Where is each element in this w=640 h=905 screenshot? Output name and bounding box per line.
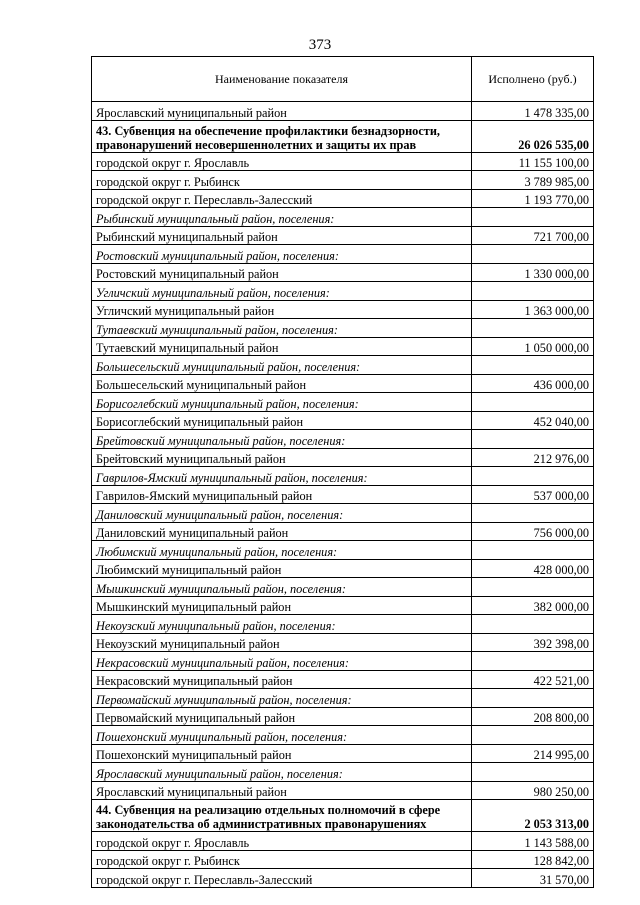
cell-value: 452 040,00: [472, 411, 594, 430]
table-row: [92, 102, 594, 121]
cell-value: [472, 282, 594, 301]
budget-table: [91, 56, 594, 888]
cell-value: [472, 393, 594, 412]
cell-value: 537 000,00: [472, 485, 594, 504]
table-row: [92, 559, 594, 578]
table-row-group-caption: [92, 652, 594, 671]
cell-name: Ярославский муниципальный район: [92, 781, 472, 800]
cell-name: Ярославский муниципальный район: [92, 102, 472, 121]
table-row: [92, 744, 594, 763]
table-row: [92, 448, 594, 467]
table-row: [92, 411, 594, 430]
cell-name: Большесельский муниципальный район, поселения:: [92, 356, 472, 375]
cell-value: 214 995,00: [472, 744, 594, 763]
cell-name: Ярославский муниципальный район, поселения:: [92, 763, 472, 782]
cell-name: Даниловский муниципальный район: [92, 522, 472, 541]
cell-value: [472, 504, 594, 523]
table-row-group-caption: [92, 430, 594, 449]
cell-value: [472, 652, 594, 671]
cell-value: 31 570,00: [472, 869, 594, 888]
cell-name: Первомайский муниципальный район: [92, 707, 472, 726]
cell-value: 128 842,00: [472, 850, 594, 869]
table-row: [92, 263, 594, 282]
table-body: [92, 57, 594, 888]
cell-name: Даниловский муниципальный район, поселения:: [92, 504, 472, 523]
cell-name: Пошехонский муниципальный район: [92, 744, 472, 763]
table-row: [92, 869, 594, 888]
column-header-name: Наименование показателя: [92, 57, 472, 102]
table-row-group-caption: [92, 615, 594, 634]
cell-name: Гаврилов-Ямский муниципальный район, поселения:: [92, 467, 472, 486]
table-row: [92, 522, 594, 541]
cell-value: 1 330 000,00: [472, 263, 594, 282]
cell-name: городской округ г. Рыбинск: [92, 850, 472, 869]
table-row-group-caption: [92, 467, 594, 486]
cell-value: 428 000,00: [472, 559, 594, 578]
table-row: [92, 485, 594, 504]
cell-name: Некоузский муниципальный район: [92, 633, 472, 652]
cell-name: Некрасовский муниципальный район, поселения:: [92, 652, 472, 671]
table-row: [92, 707, 594, 726]
table-header-row: [92, 57, 594, 102]
cell-value: 1 143 588,00: [472, 832, 594, 851]
table-row: [92, 850, 594, 869]
table-row-subtotal: [92, 120, 594, 152]
cell-value: 1 050 000,00: [472, 337, 594, 356]
table-row-group-caption: [92, 578, 594, 597]
cell-value: 26 026 535,00: [472, 120, 594, 152]
table-row-subtotal: [92, 800, 594, 832]
cell-name: Любимский муниципальный район, поселения:: [92, 541, 472, 560]
cell-value: 11 155 100,00: [472, 152, 594, 171]
cell-value: 382 000,00: [472, 596, 594, 615]
cell-name: Угличский муниципальный район: [92, 300, 472, 319]
table-row-group-caption: [92, 504, 594, 523]
cell-name: Рыбинский муниципальный район: [92, 226, 472, 245]
cell-name: Брейтовский муниципальный район: [92, 448, 472, 467]
cell-value: 392 398,00: [472, 633, 594, 652]
cell-value: [472, 689, 594, 708]
cell-value: 208 800,00: [472, 707, 594, 726]
cell-value: 3 789 985,00: [472, 171, 594, 190]
table-row: [92, 781, 594, 800]
cell-name: Любимский муниципальный район: [92, 559, 472, 578]
cell-name: городской округ г. Рыбинск: [92, 171, 472, 190]
cell-name: Борисоглебский муниципальный район, поселения:: [92, 393, 472, 412]
cell-name: Тутаевский муниципальный район: [92, 337, 472, 356]
cell-name: Мышкинский муниципальный район: [92, 596, 472, 615]
table-row-group-caption: [92, 208, 594, 227]
cell-name: Ростовский муниципальный район: [92, 263, 472, 282]
cell-value: [472, 208, 594, 227]
table-row-group-caption: [92, 726, 594, 745]
table-row: [92, 189, 594, 208]
cell-value: [472, 615, 594, 634]
cell-name: городской округ г. Ярославль: [92, 152, 472, 171]
cell-name: Тутаевский муниципальный район, поселения:: [92, 319, 472, 338]
cell-value: [472, 726, 594, 745]
column-header-value: Исполнено (руб.): [472, 57, 594, 102]
cell-value: [472, 541, 594, 560]
cell-name: 44. Субвенция на реализацию отдельных полномочий в сфере законодательства об административных правонарушениях: [92, 800, 472, 832]
cell-value: [472, 763, 594, 782]
table-row-group-caption: [92, 393, 594, 412]
cell-value: 2 053 313,00: [472, 800, 594, 832]
cell-name: Гаврилов-Ямский муниципальный район: [92, 485, 472, 504]
cell-name: Рыбинский муниципальный район, поселения:: [92, 208, 472, 227]
cell-name: Борисоглебский муниципальный район: [92, 411, 472, 430]
cell-value: [472, 319, 594, 338]
cell-name: Мышкинский муниципальный район, поселения:: [92, 578, 472, 597]
table-row-group-caption: [92, 319, 594, 338]
table-row: [92, 670, 594, 689]
table-row-group-caption: [92, 541, 594, 560]
cell-value: 212 976,00: [472, 448, 594, 467]
cell-value: [472, 467, 594, 486]
cell-value: 756 000,00: [472, 522, 594, 541]
cell-name: городской округ г. Переславль-Залесский: [92, 869, 472, 888]
table-row: [92, 374, 594, 393]
table-row: [92, 832, 594, 851]
table-row-group-caption: [92, 689, 594, 708]
cell-value: 1 193 770,00: [472, 189, 594, 208]
cell-value: [472, 245, 594, 264]
table-row: [92, 596, 594, 615]
table-row-group-caption: [92, 763, 594, 782]
cell-value: [472, 578, 594, 597]
table-row: [92, 633, 594, 652]
cell-value: 1 478 335,00: [472, 102, 594, 121]
cell-name: Большесельский муниципальный район: [92, 374, 472, 393]
cell-name: Брейтовский муниципальный район, поселения:: [92, 430, 472, 449]
cell-value: 980 250,00: [472, 781, 594, 800]
cell-value: 422 521,00: [472, 670, 594, 689]
table-row-group-caption: [92, 245, 594, 264]
cell-name: Некрасовский муниципальный район: [92, 670, 472, 689]
cell-name: Первомайский муниципальный район, поселения:: [92, 689, 472, 708]
cell-name: Некоузский муниципальный район, поселения:: [92, 615, 472, 634]
cell-name: Пошехонский муниципальный район, поселения:: [92, 726, 472, 745]
cell-value: 436 000,00: [472, 374, 594, 393]
table-row: [92, 226, 594, 245]
page-number: 373: [308, 37, 332, 53]
cell-name: Угличский муниципальный район, поселения:: [92, 282, 472, 301]
table-row: [92, 337, 594, 356]
table-row: [92, 171, 594, 190]
cell-value: [472, 430, 594, 449]
table-row-group-caption: [92, 282, 594, 301]
cell-value: 1 363 000,00: [472, 300, 594, 319]
cell-value: [472, 356, 594, 375]
cell-name: Ростовский муниципальный район, поселения:: [92, 245, 472, 264]
table-row-group-caption: [92, 356, 594, 375]
cell-name: 43. Субвенция на обеспечение профилактики безнадзорности, правонарушений несовершеннолетних и защиты их прав: [92, 120, 472, 152]
cell-name: городской округ г. Ярославль: [92, 832, 472, 851]
table-row: [92, 152, 594, 171]
table-row: [92, 300, 594, 319]
cell-value: 721 700,00: [472, 226, 594, 245]
cell-name: городской округ г. Переславль-Залесский: [92, 189, 472, 208]
